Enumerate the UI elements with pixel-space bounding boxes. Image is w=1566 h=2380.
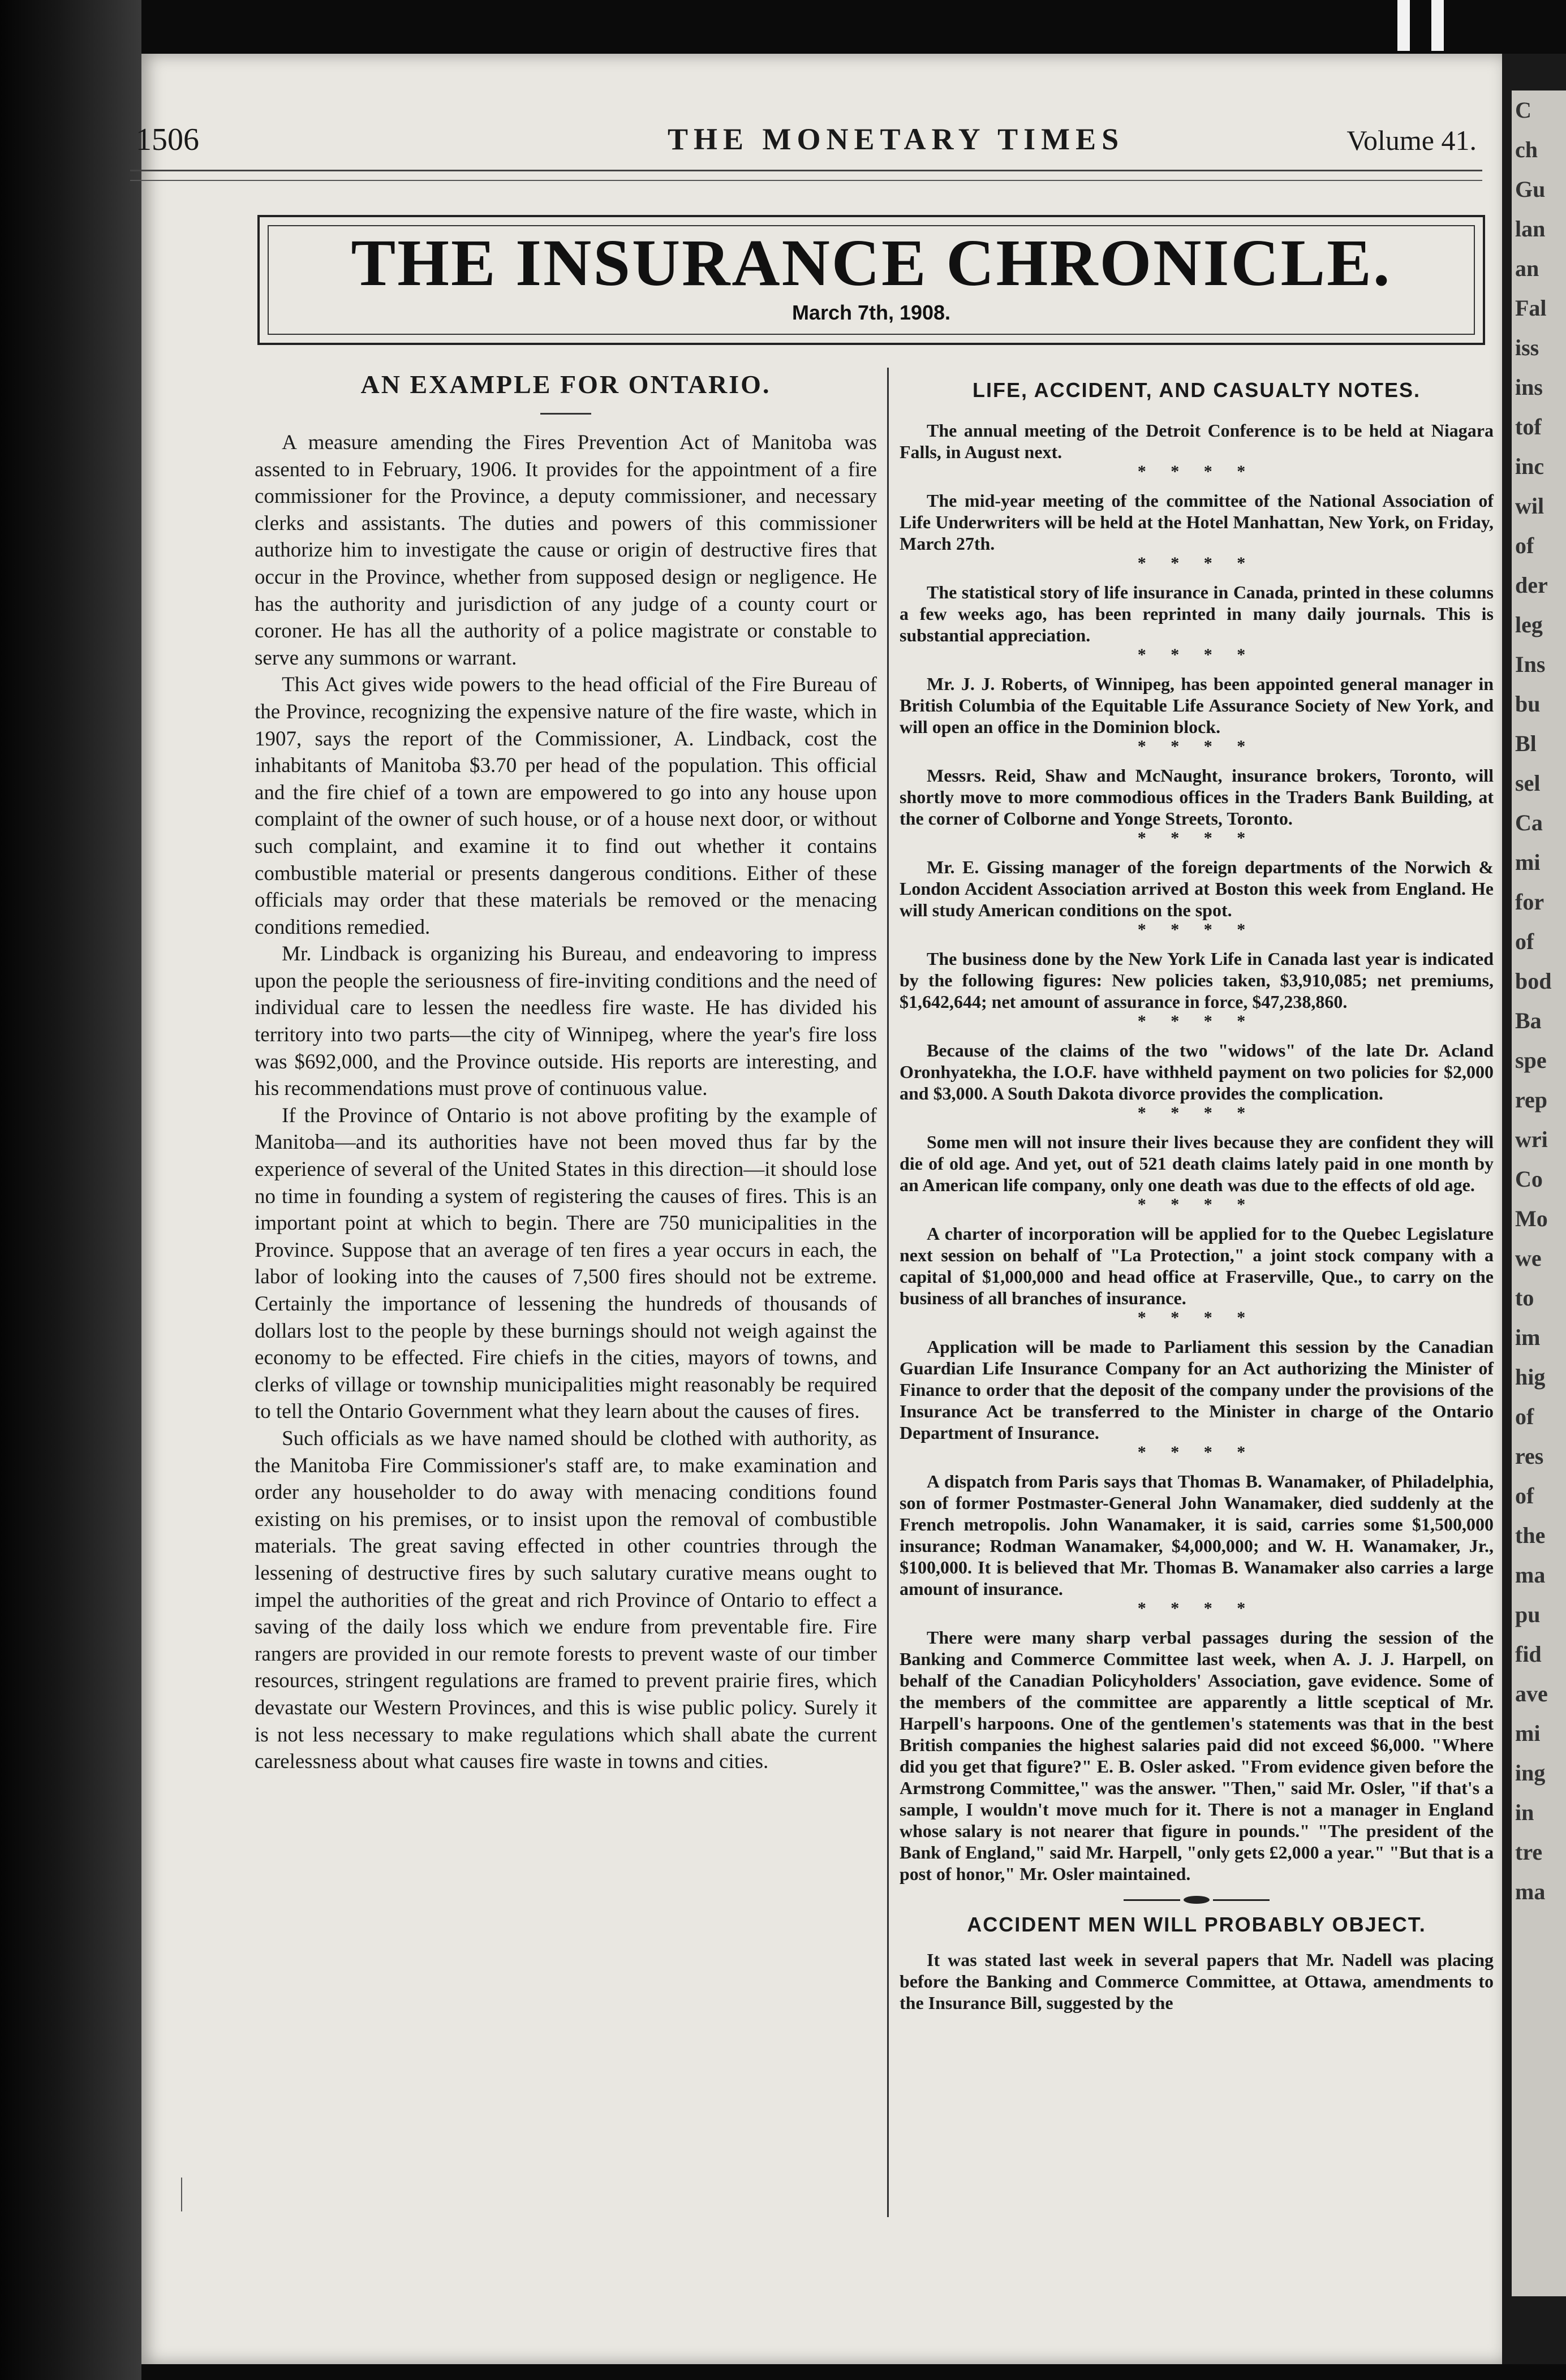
note-item: Some men will not insure their lives because they are confident they will die of old age. And yet, out of 521 death claims lately paid in one month by an American life company, only one death was due to the effects of old age.: [900, 1132, 1494, 1195]
adjacent-fragment: Ba: [1515, 1008, 1542, 1033]
adjacent-fragment: the: [1515, 1523, 1546, 1548]
star-separator: * * * *: [1137, 920, 1256, 939]
notes-heading: LIFE, ACCIDENT, AND CASUALTY NOTES.: [972, 378, 1421, 402]
header-rule: [130, 170, 1482, 171]
adjacent-fragment: ins: [1515, 374, 1543, 400]
adjacent-fragment: Co: [1515, 1166, 1543, 1192]
article-paragraph: A measure amending the Fires Prevention Act of Manitoba was assented to in February, 1906. It provides for the appointment of a fire commissioner for the Province, a deputy commissioner, and necessary clerks and assistants. The duties and powers of this commissioner authorize him to investigate the cause or origin of destructive fires that occur in the Province, whether from supposed design or negligence. He has the authority and jurisdiction of any judge of a county court or coroner. He has all the authority of a police magistrate or constable to serve any summons or warrant.: [255, 431, 877, 670]
adjacent-fragment: ma: [1515, 1879, 1546, 1904]
adjacent-fragment: ma: [1515, 1562, 1546, 1588]
heading-dash: [540, 413, 591, 415]
header-rule-thin: [130, 180, 1482, 181]
page-number: 1506: [136, 122, 199, 157]
adjacent-fragment: Ca: [1515, 810, 1543, 835]
star-separator: * * * *: [1137, 737, 1256, 756]
adjacent-fragment: im: [1515, 1325, 1541, 1350]
left-column: [255, 368, 877, 1775]
article-paragraph: If the Province of Ontario is not above profiting by the example of Manitoba—and its authorities have not been moved thus far by the experience of several of the United States in this direction—it should lose no time in founding a system of registering the causes of fires. This is an important point at which to begin. There are 750 municipalities in the Province. Suppose that an average of ten fires a year occurs in each, the labor of looking into the causes of 7,500 fires should not be extreme. Certainly the importance of lessening the hundreds of thousands of dollars lost to the people by these burnings should not weigh against the economy to be effected. Fire chiefs in the cities, mayors of towns, and clerks of village or township municipalities might reasonably be required to tell the Ontario Government what they learn about the causes of fires.: [255, 1103, 877, 1424]
star-separator: * * * *: [1137, 1103, 1256, 1122]
column-divider: [887, 368, 889, 2217]
adjacent-fragment: of: [1515, 1483, 1534, 1508]
article-heading: AN EXAMPLE FOR ONTARIO.: [360, 370, 771, 399]
adjacent-fragment: Mo: [1515, 1206, 1548, 1231]
running-title: THE MONETARY TIMES: [668, 122, 1125, 156]
note-item: Mr. J. J. Roberts, of Winnipeg, has been appointed general manager in British Columbia of the Equitable Life Assurance Society of New York, and will open an office in the Dominion block.: [900, 674, 1494, 737]
note-item: There were many sharp verbal passages during the session of the Banking and Commerce Committee last week, when A. J. J. Harpell, on behalf of the Canadian Policyholders' Association, gave evidence. Some of the members of the committee are apparently a little sceptical of Mr. Harpell's harpoons. One of the gentlemen's statements was that in the best British companies the highest salaries paid did not exceed $6,000. "Where did you get that figure?" E. B. Osler asked. "From evidence given before the Armstrong Committee," was the answer. "Then," said Mr. Osler, "if that's a sample, I wouldn't move much for it. There is not a manager in England whose salary is not nearer that figure in pounds." "The president of the Bank of England," said Mr. Harpell, "only gets £2,000 a year." "But that is a post of honor," Mr. Osler maintained.: [900, 1627, 1494, 1884]
adjacent-fragment: for: [1515, 889, 1545, 915]
scan-edge-marks: [1397, 0, 1465, 51]
adjacent-fragment: C: [1515, 97, 1531, 123]
second-heading: ACCIDENT MEN WILL PROBABLY OBJECT.: [967, 1913, 1426, 1936]
adjacent-fragment: Bl: [1515, 731, 1537, 756]
adjacent-fragment: in: [1515, 1800, 1534, 1825]
note-item: The annual meeting of the Detroit Conference is to be held at Niagara Falls, in August next.: [900, 420, 1494, 462]
right-column: [900, 373, 1494, 2013]
adjacent-fragment: ave: [1515, 1681, 1548, 1706]
chronicle-title: THE INSURANCE CHRONICLE.: [351, 226, 1392, 300]
adjacent-fragment: wil: [1515, 493, 1545, 519]
adjacent-fragment: spe: [1515, 1047, 1547, 1073]
star-separator: * * * *: [1137, 462, 1256, 481]
adjacent-fragment: tre: [1515, 1839, 1543, 1865]
adjacent-fragment: bod: [1515, 968, 1552, 994]
adjacent-fragment: inc: [1515, 454, 1545, 479]
adjacent-fragment: of: [1515, 533, 1534, 558]
note-item: The mid-year meeting of the committee of the National Association of Life Underwriters will be held at the Hotel Manhattan, New York, on Friday, March 27th.: [900, 490, 1494, 554]
adjacent-fragment: mi: [1515, 1721, 1541, 1746]
adjacent-fragment: an: [1515, 256, 1539, 281]
adjacent-fragment: fid: [1515, 1641, 1542, 1667]
note-item: A dispatch from Paris says that Thomas B. Wanamaker, of Philadelphia, son of former Postmaster-General John Wanamaker, died suddenly at the French metropolis. John Wanamaker, it is said, carries some $1,500,000 insurance; Rodman Wanamaker, $4,000,000; and W. H. Wanamaker, Jr., $100,000. It is believed that Mr. Thomas B. Wanamaker also carries a large amount of insurance.: [900, 1471, 1494, 1599]
star-separator: * * * *: [1137, 1599, 1256, 1618]
adjacent-fragment: to: [1515, 1285, 1534, 1310]
adjacent-fragment: tof: [1515, 414, 1542, 439]
adjacent-fragment: hig: [1515, 1364, 1546, 1390]
chronicle-banner: [257, 215, 1485, 345]
page-header: [136, 122, 1477, 161]
star-separator: * * * *: [1137, 1012, 1256, 1031]
note-item: Messrs. Reid, Shaw and McNaught, insurance brokers, Toronto, will shortly move to more commodious offices in the Traders Bank Building, at the corner of Colborne and Yonge Streets, Toronto.: [900, 765, 1494, 829]
note-item: Application will be made to Parliament this session by the Canadian Guardian Life Insurance Company for an Act authorizing the Minister of Finance to order that the deposit of the company under the provisions of the Insurance Act be transferred to the Minister in charge of the Ontario Department of Insurance.: [900, 1336, 1494, 1443]
adjacent-fragment: iss: [1515, 335, 1539, 360]
note-item: A charter of incorporation will be applied for to the Quebec Legislature next session on behalf of "La Protection," a joint stock company with a capital of $1,000,000 and head office at Fraserville, Que., to carry on the business of all branches of insurance.: [900, 1223, 1494, 1308]
margin-mark: [181, 2178, 182, 2211]
star-separator: * * * *: [1137, 554, 1256, 572]
note-item: The statistical story of life insurance in Canada, printed in these columns a few weeks ago, has been reprinted in many daily journals. This is substantial appreciation.: [900, 582, 1494, 645]
star-separator: * * * *: [1137, 829, 1256, 847]
adjacent-fragment: Fal: [1515, 295, 1547, 321]
note-item: Because of the claims of the two "widows" of the late Dr. Acland Oronhyatekha, the I.O.F. have withheld payment on two policies for $2,000 and $3,000. A South Dakota divorce provides the complication.: [900, 1040, 1494, 1103]
note-item: The business done by the New York Life in Canada last year is indicated by the following figures: New policies taken, $3,910,085; net premiums, $1,642,644; net amount of assurance in force, $47,238,860.: [900, 948, 1494, 1012]
adjacent-fragment: sel: [1515, 770, 1541, 796]
volume-label: Volume 41.: [1346, 124, 1477, 156]
adjacent-fragment: rep: [1515, 1087, 1548, 1113]
article-paragraph: This Act gives wide powers to the head official of the Fire Bureau of the Province, recognizing the expensive nature of the fire waste, which in 1907, says the report of the Commissioner, A. Lindback, cost the inhabitants of Manitoba $3.70 per head of the population. This official and the fire chief of a town are empowered to go into any house upon complaint of the owner of such house, or of a house next door, or without such complaint, and examine it to find out whether it contains combustible material or presents dangerous conditions. Either of these officials may order that these materials be removed or the menacing conditions remedied.: [255, 673, 877, 939]
adjacent-fragment: res: [1515, 1443, 1544, 1469]
star-separator: * * * *: [1137, 1195, 1256, 1214]
star-separator: * * * *: [1137, 1443, 1256, 1461]
adjacent-fragment: bu: [1515, 691, 1541, 717]
ornamental-divider: [900, 1896, 1494, 1904]
adjacent-fragment: Ins: [1515, 652, 1546, 677]
issue-date: March 7th, 1908.: [791, 301, 951, 324]
star-separator: * * * *: [1137, 1308, 1256, 1327]
adjacent-fragment: mi: [1515, 850, 1541, 875]
adjacent-fragment: wri: [1515, 1127, 1548, 1152]
adjacent-fragment: ing: [1515, 1760, 1546, 1786]
book-binding: [0, 0, 141, 2380]
adjacent-fragment: of: [1515, 1404, 1534, 1429]
adjacent-fragment: leg: [1515, 612, 1543, 637]
note-item: Mr. E. Gissing manager of the foreign departments of the Norwich & London Accident Association arrived at Boston this week from England. He will study American conditions on the spot.: [900, 857, 1494, 920]
adjacent-fragment: of: [1515, 929, 1534, 954]
adjacent-fragment: lan: [1515, 216, 1546, 242]
star-separator: * * * *: [1137, 645, 1256, 664]
article-paragraph: Mr. Lindback is organizing his Bureau, and endeavoring to impress upon the people the seriousness of fire-inviting conditions and the need of individual care to lessen the needless fire waste. He has divided his territory into two parts—the city of Winnipeg, where the year's fire loss was $692,000, and the Province outside. His reports are interesting, and his recommendations must prove of continuous value.: [255, 942, 877, 1101]
adjacent-fragment: der: [1515, 572, 1548, 598]
adjacent-fragment: ch: [1515, 137, 1538, 162]
adjacent-page-fragment: [1512, 90, 1566, 2296]
article-paragraph: Such officials as we have named should be clothed with authority, as the Manitoba Fire Commissioner's staff are, to make examination and order any householder to do away with menacing conditions found existing on his premises, or to insist upon the removal of combustible materials. The great saving effected in other countries through the lessening of destructive fires by such salutary curative means ought to impel the authorities of the great and rich Province of Ontario to effect a saving of the daily loss which we endure from preventable fire. Fire rangers are provided in our remote forests to prevent waste of our timber resources, stringent regulations are framed to prevent prairie fires, which devastate our Western Provinces, and this is wise public policy. Surely it is not less necessary to make regulations which shall abate the current carelessness about what causes fire waste in towns and cities.: [255, 1426, 877, 1774]
adjacent-fragment: pu: [1515, 1602, 1541, 1627]
adjacent-fragment: Gu: [1515, 176, 1546, 202]
adjacent-fragment: we: [1515, 1245, 1542, 1271]
closing-paragraph: It was stated last week in several papers that Mr. Nadell was placing before the Banking and Commerce Committee, at Ottawa, amendments to the Insurance Bill, suggested by the: [900, 1950, 1494, 2013]
